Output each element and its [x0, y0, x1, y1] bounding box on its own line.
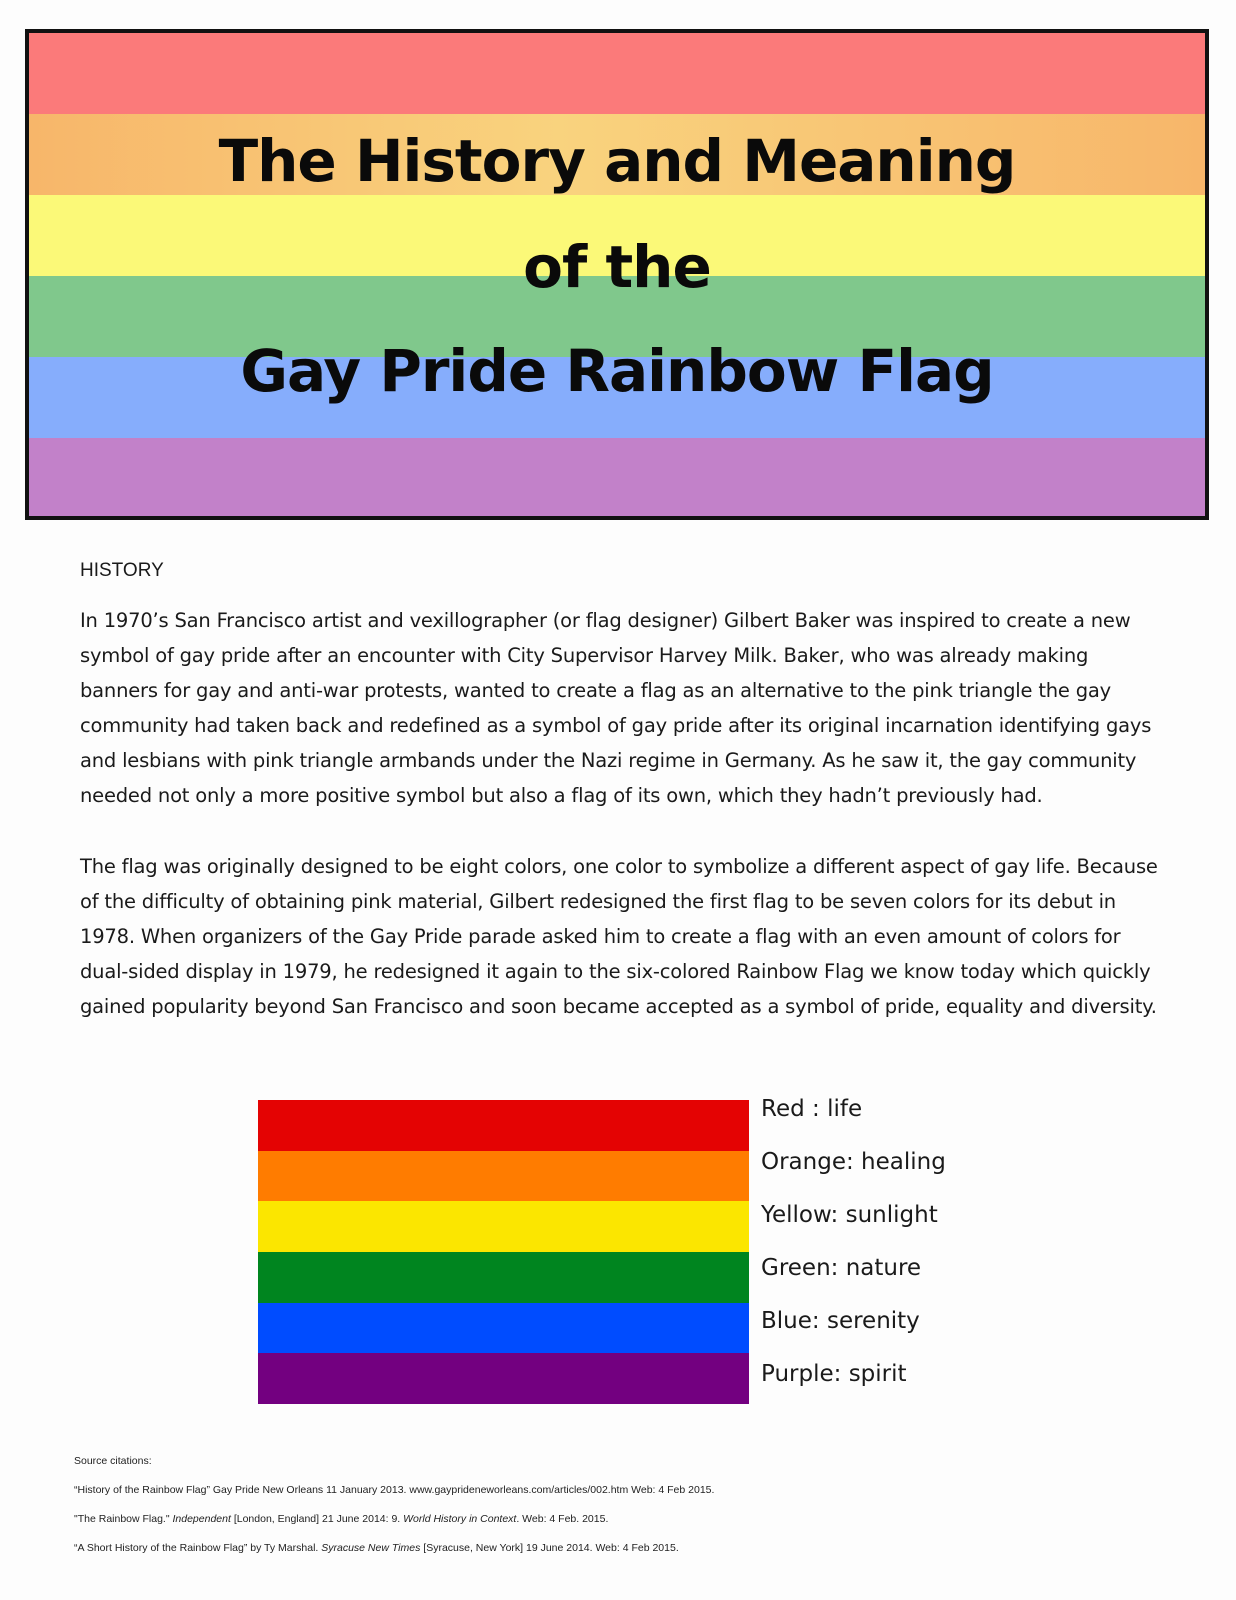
history-paragraph-2: The flag was originally designed to be eight colors, one color to symbolize a different aspect of gay life. Because of the difficulty of obtaining pink material, Gilbert redesigned the first flag to be seven colors for its debut in 1978. When organizers of the Gay Pride parade asked him to create a flag with an even amount of colors for dual-sided display in 1979, he redesigned it again to the six-colored Rainbow Flag we know today which quickly gained popularity beyond San Francisco and soon became accepted as a symbol of pride, equality and diversity. [80, 855, 1158, 1018]
legend-item-green: Green: nature [761, 1255, 922, 1281]
citation-1: “History of the Rainbow Flag” Gay Pride New Orleans 11 January 2013. www.gayprideneworleans.com/articles/002.htm Web: 4 Feb 2015. [74, 1484, 715, 1496]
flag-band-purple [258, 1353, 749, 1404]
legend-item-red: Red : life [761, 1096, 863, 1122]
legend-item-orange: Orange: healing [761, 1149, 946, 1175]
flag-band-blue [258, 1303, 749, 1354]
page-title-line-1: The History and Meaning [218, 127, 1016, 195]
flag-band-red [258, 1100, 749, 1151]
flag-band-green [258, 1252, 749, 1303]
flag-band-yellow [258, 1201, 749, 1252]
page-title-line-3: Gay Pride Rainbow Flag [240, 337, 994, 405]
citation-2: "The Rainbow Flag." Independent [London, England] 21 June 2014: 9. World History in Context. Web: 4 Feb. 2015. [74, 1513, 609, 1525]
banner-stripe-red [29, 33, 1205, 114]
legend-item-yellow: Yellow: sunlight [761, 1202, 938, 1228]
citation-3: “A Short History of the Rainbow Flag” by Ty Marshal. Syracuse New Times [Syracuse, New York] 19 June 2014. Web: 4 Feb 2015. [74, 1542, 679, 1554]
history-paragraph-1: In 1970’s San Francisco artist and vexillographer (or flag designer) Gilbert Baker was inspired to create a new symbol of gay pride after an encounter with City Supervisor Harvey Milk. Baker, who was already making banners for gay and anti-war protests, wanted to create a flag as an alternative to the pink triangle the gay community had taken back and redefined as a symbol of gay pride after its original incarnation identifying gays and lesbians with pink triangle armbands under the Nazi regime in Germany. As he saw it, the gay community needed not only a more positive symbol but also a flag of its own, which they hadn’t previously had. [80, 609, 1152, 807]
page-title-line-2: of the [523, 233, 711, 301]
legend-item-blue: Blue: serenity [761, 1308, 920, 1334]
flag-band-orange [258, 1151, 749, 1202]
legend-item-purple: Purple: spirit [761, 1361, 907, 1387]
history-heading: HISTORY [80, 560, 164, 581]
rainbow-flag [258, 1100, 749, 1404]
banner-stripe-purple [29, 438, 1205, 519]
title-banner [25, 29, 1209, 520]
sources-heading: Source citations: [74, 1455, 152, 1467]
